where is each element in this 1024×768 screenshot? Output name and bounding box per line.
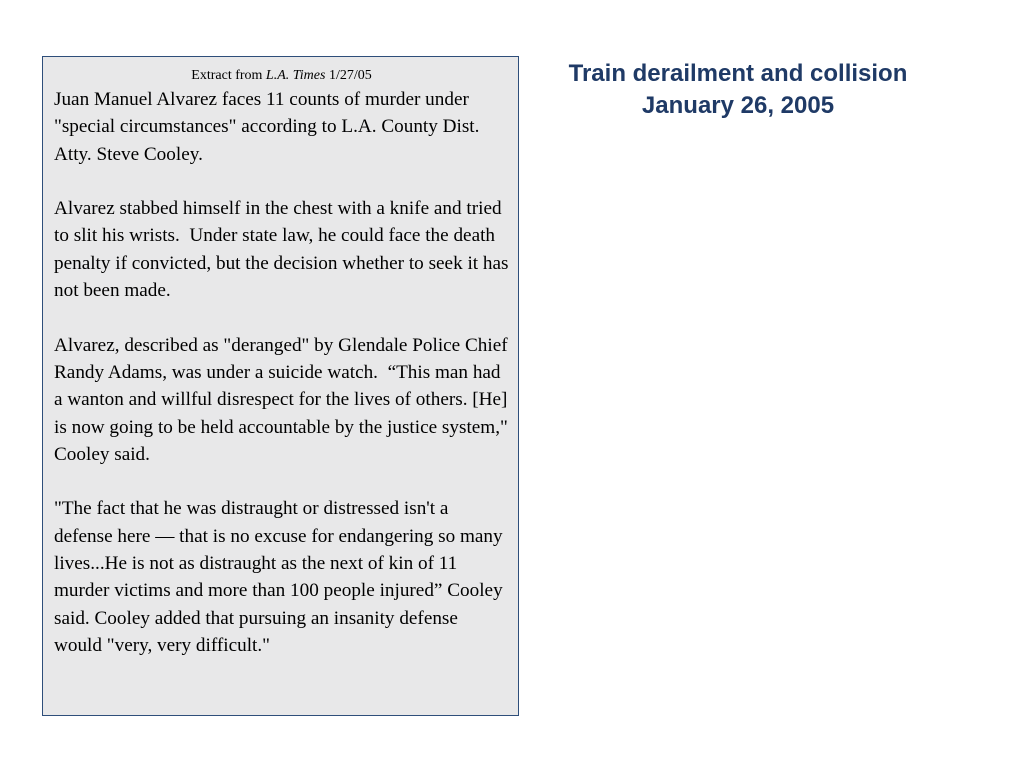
extract-paragraph-police-chief: Alvarez, described as "deranged" by Glendale Police Chief Randy Adams, was under a suicide watch. “This man had a wanton and willful disrespect for the lives of others. [He] is now going to be held accountable by the justice system," Cooley said. <box>54 334 513 465</box>
extract-paragraph-defense: "The fact that he was distraught or distressed isn't a defense here — that is no excuse for endangering so many lives...He is not as distraught as the next of kin of 11 murder victims and more than 100 people injured” Cooley said. Cooley added that pursuing an insanity defense would "very, very difficult." <box>54 498 508 656</box>
extract-paragraph-charges: Juan Manuel Alvarez faces 11 counts of murder under "special circumstances" according to L.A. County Dist. Atty. Steve Cooley. <box>54 89 484 165</box>
news-extract-box <box>42 56 519 716</box>
extract-publication: L.A. Times <box>265 68 326 83</box>
extract-source-line <box>54 67 509 84</box>
slide-title <box>520 58 956 122</box>
slide-title-line-2: January 26, 2005 <box>641 92 835 119</box>
slide-title-line-1: Train derailment and collision <box>568 60 908 87</box>
extract-date: 1/27/05 <box>325 68 372 83</box>
extract-prefix: Extract from <box>191 68 266 83</box>
extract-paragraph-injuries: Alvarez stabbed himself in the chest with a knife and tried to slit his wrists. Under state law, he could face the death penalty if convicted, but the decision whether to seek it has not been made. <box>54 198 514 302</box>
